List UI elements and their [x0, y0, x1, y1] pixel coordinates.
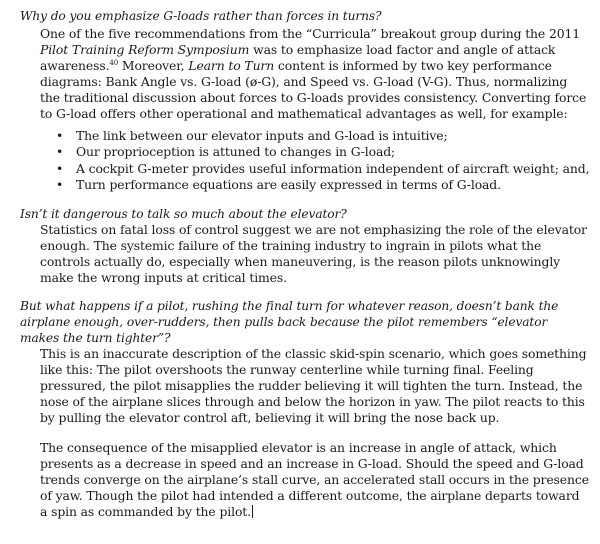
answer-1-text-c: Moreover, [118, 58, 189, 73]
bullet-icon: • [56, 177, 64, 193]
bullet-icon: • [56, 160, 64, 176]
faq-answer-2 [40, 222, 590, 286]
bullet-item [56, 144, 590, 160]
answer-1-text-a: One of the five recommendations from the “Curricula” breakout group during the 2011 [40, 26, 581, 41]
faq-answer-3 [40, 346, 590, 520]
bullet-icon: • [56, 128, 64, 143]
bullet-text: The link between our elevator inputs and G-load is intuitive; [76, 128, 448, 143]
answer-3-paragraph-2[interactable] [40, 440, 590, 520]
bullet-text: A cockpit G-meter provides useful information independent of aircraft weight; and, [76, 160, 590, 176]
answer-1-italic-symposium: Pilot Training Reform Symposium [40, 42, 250, 57]
answer-1-italic-learn-to-turn: Learn to Turn [188, 58, 275, 73]
answer-3-paragraph-2-text: The consequence of the misapplied elevator is an increase in angle of attack, which presents as a decrease in speed and an increase in G-load. Should the speed and G-load trends converge on the airplane’s stall curve, an accelerated stall occurs in the presence of yaw. Though the pilot had intended a different outcome, the airplane departs toward a spin as commanded by the pilot. [40, 439, 589, 519]
answer-3-paragraph-1: This is an inaccurate description of the classic skid-spin scenario, which goes something like this: The pilot overshoots the runway centerline while turning final. Feeling pressured, the pilot misapplies the rudder believing it will tighten the turn. Instead, the nose of the airplane slices through and below the horizon in yaw. The pilot reacts to this by pulling the elevator control aft, believing it will bring the nose back up. [40, 345, 587, 425]
answer-1-text-d: content is informed by two key performance diagrams: Bank Angle vs. G-load (ø-G), and Speed vs. G-load (V-G). Thus, normalizing the traditional discussion about forces to G-loads provides consistency. Converting force to G-load offers other operational and mathematical advantages as well, for example: [40, 58, 587, 121]
faq-question-3: But what happens if a pilot, rushing the final turn for whatever reason, doesn’t bank the airplane enough, over-rudders, then pulls back because the pilot remembers “elevator makes the turn tighter”? [20, 298, 559, 345]
bullet-icon: • [56, 144, 64, 160]
answer-1-text-b: was to emphasize load factor and angle of attack awareness. [40, 42, 556, 73]
faq-answer-1 [40, 26, 590, 194]
bullet-item [56, 177, 590, 193]
bullet-text: Turn performance equations are easily expressed in terms of G-load. [76, 177, 501, 193]
text-cursor [252, 505, 253, 518]
answer-1-paragraph [40, 26, 590, 122]
bullet-item [56, 161, 590, 177]
advantages-bullet-list [40, 128, 590, 194]
faq-question-1: Why do you emphasize G-loads rather than forces in turns? [20, 9, 382, 23]
footnote-marker[interactable]: 40 [109, 59, 119, 67]
bullet-text: Our proprioception is attuned to changes in G-load; [76, 144, 396, 160]
bullet-item [56, 128, 590, 144]
faq-question-2: Isn’t it dangerous to talk so much about the elevator? [20, 206, 347, 221]
answer-2-paragraph: Statistics on fatal loss of control suggest we are not emphasizing the role of the elevator enough. The systemic failure of the training industry to ingrain in pilots what the controls actually do, especially when maneuvering, is the reason pilots unknowingly make the wrong inputs at critical times. [40, 221, 587, 285]
